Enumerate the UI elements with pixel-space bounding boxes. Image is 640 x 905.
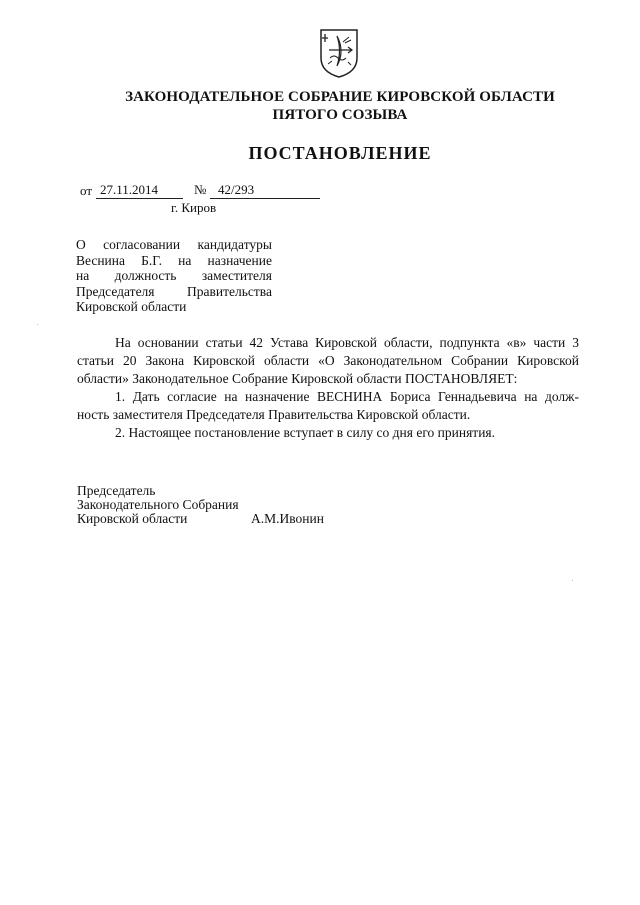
subject-line: Председателя Правительства (76, 283, 272, 299)
number-underline (210, 198, 320, 199)
convocation-line: ПЯТОГО СОЗЫВА (272, 107, 408, 123)
subject-line: Кировской области (76, 299, 187, 314)
document-date: 27.11.2014 (100, 182, 159, 197)
subject-line: Веснина Б.Г. на назначение (76, 252, 272, 268)
preamble-line: статьи 20 Закона Кировской области «О Законодательном Собрании Кировской (77, 353, 579, 368)
signatory-title-line: Законодательного Собрания (77, 497, 239, 512)
signatory-title-line: Председатель (77, 483, 156, 498)
document-type-title: ПОСТАНОВЛЕНИЕ (248, 143, 432, 163)
scan-speck (37, 324, 38, 325)
signatory-name: А.М.Ивонин (251, 511, 324, 526)
decision-item-1-line: ность заместителя Председателя Правительства Кировской области. (77, 407, 471, 422)
signatory-title-line: Кировской области (77, 511, 188, 526)
decision-item-1-line: 1. Дать согласие на назначение ВЕСНИНА Бориса Геннадьевича на долж- (115, 389, 579, 404)
date-underline (96, 198, 183, 199)
scan-speck (572, 580, 573, 581)
coat-of-arms-emblem (318, 28, 360, 78)
kirov-region-coat-of-arms-icon (318, 28, 360, 78)
organization-name: ЗАКОНОДАТЕЛЬНОЕ СОБРАНИЕ КИРОВСКОЙ ОБЛАСТИ (125, 89, 555, 105)
document-number: 42/293 (218, 182, 255, 197)
subject-line: О согласовании кандидатуры (76, 237, 272, 252)
place-of-issue: г. Киров (171, 200, 217, 215)
preamble-line: области» Законодательное Собрание Кировской области ПОСТАНОВЛЯЕТ: (77, 371, 518, 386)
subject-line: на должность заместителя (76, 268, 272, 283)
number-sign: № (194, 182, 207, 197)
date-prefix: от (80, 183, 93, 198)
preamble-line: На основании статьи 42 Устава Кировской области, подпункта «в» части 3 (115, 335, 579, 350)
decision-item-2: 2. Настоящее постановление вступает в силу со дня его принятия. (115, 425, 496, 440)
document-subject (76, 237, 272, 315)
